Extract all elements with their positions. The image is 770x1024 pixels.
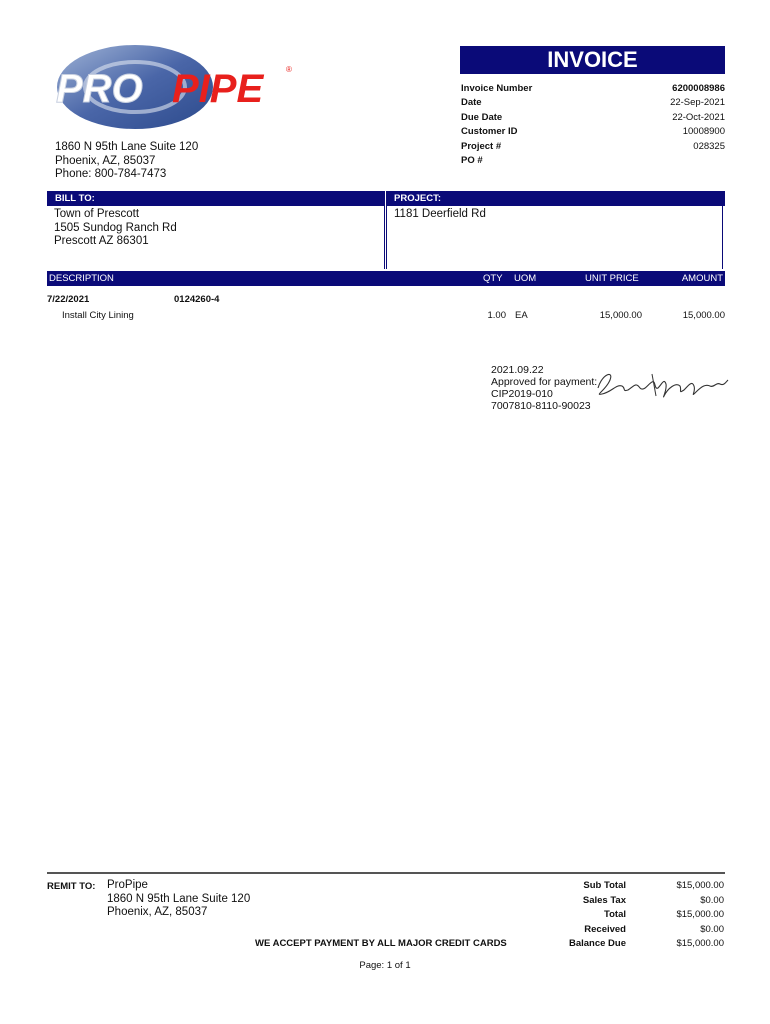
approval-account: 7007810-8110-90023 (491, 400, 591, 412)
uom-header: UOM (514, 273, 537, 284)
balance-due-label: Balance Due (568, 938, 626, 949)
remit-to-address (107, 879, 250, 920)
phone-line: Phone: 800-784-7473 (55, 168, 167, 180)
field-value: 10008900 (682, 126, 725, 137)
line-items-header (47, 271, 725, 286)
bill-to-city: Prescott AZ 86301 (54, 235, 149, 247)
sales-tax-value: $0.00 (700, 895, 724, 906)
item-description: Install City Lining (62, 310, 134, 321)
remit-street: 1860 N 95th Lane Suite 120 (107, 892, 251, 905)
page-number: Page: 1 of 1 (359, 960, 411, 971)
bill-to-address (47, 206, 385, 269)
bill-to-street: 1505 Sundog Ranch Rd (54, 221, 177, 234)
remit-city: Phoenix, AZ, 85037 (107, 906, 208, 918)
description-header: DESCRIPTION (49, 273, 114, 284)
invoice-number-row (461, 83, 725, 97)
balance-due-value: $15,000.00 (676, 938, 724, 949)
received-value: $0.00 (700, 924, 724, 935)
item-qty: 1.00 (487, 310, 506, 321)
remit-to-label: REMIT TO: (47, 881, 96, 892)
field-label: Customer ID (461, 126, 518, 137)
svg-text:®: ® (286, 65, 292, 74)
item-amount: 15,000.00 (682, 310, 725, 321)
customer-id-row (461, 126, 725, 140)
due-date-row (461, 112, 725, 126)
subtotal-label: Sub Total (583, 880, 626, 891)
item-unit-price: 15,000.00 (599, 310, 642, 321)
address-line: 1860 N 95th Lane Suite 120 (55, 141, 199, 153)
field-value: 22-Sep-2021 (670, 97, 725, 108)
amount-header: AMOUNT (681, 273, 723, 284)
svg-text:PIPE: PIPE (172, 67, 264, 111)
approval-cip: CIP2019-010 (491, 388, 553, 400)
total-label: Total (604, 909, 626, 920)
item-uom: EA (515, 310, 528, 321)
sales-tax-label: Sales Tax (582, 895, 626, 906)
line-reference: 0124260-4 (174, 294, 220, 305)
project-header: PROJECT: (386, 191, 725, 206)
project-street: 1181 Deerfield Rd (394, 208, 486, 220)
subtotal-value: $15,000.00 (676, 880, 724, 891)
project-number-row (461, 141, 725, 155)
approval-label: Approved for payment: (491, 376, 598, 388)
invoice-date-row (461, 97, 725, 111)
payment-note: WE ACCEPT PAYMENT BY ALL MAJOR CREDIT CARDS (255, 938, 507, 949)
propipe-logo (50, 42, 300, 132)
field-label: Invoice Number (461, 83, 533, 94)
project-address (386, 206, 723, 269)
field-label: Due Date (461, 112, 503, 123)
po-number-row (461, 155, 725, 169)
remit-name: ProPipe (107, 879, 148, 891)
approval-stamp (491, 364, 597, 412)
field-value: 6200008986 (672, 83, 725, 94)
field-value: 028325 (693, 141, 725, 152)
qty-header: QTY (483, 273, 503, 284)
total-value: $15,000.00 (676, 909, 724, 920)
bill-to-name: Town of Prescott (54, 208, 140, 220)
svg-text:PRO: PRO (56, 67, 143, 111)
approval-date: 2021.09.22 (491, 364, 544, 376)
field-label: Project # (461, 141, 502, 152)
field-label: Date (461, 97, 482, 108)
field-value: 22-Oct-2021 (672, 112, 725, 123)
company-address (55, 141, 198, 182)
footer-divider (47, 872, 725, 874)
field-label: PO # (461, 155, 483, 166)
received-label: Received (584, 924, 626, 935)
invoice-title: INVOICE (460, 46, 725, 74)
unit-price-header: UNIT PRICE (585, 273, 639, 284)
line-date: 7/22/2021 (47, 294, 90, 305)
bill-to-header: BILL TO: (47, 191, 385, 206)
handwritten-signature (592, 366, 732, 404)
address-line: Phoenix, AZ, 85037 (55, 154, 156, 167)
